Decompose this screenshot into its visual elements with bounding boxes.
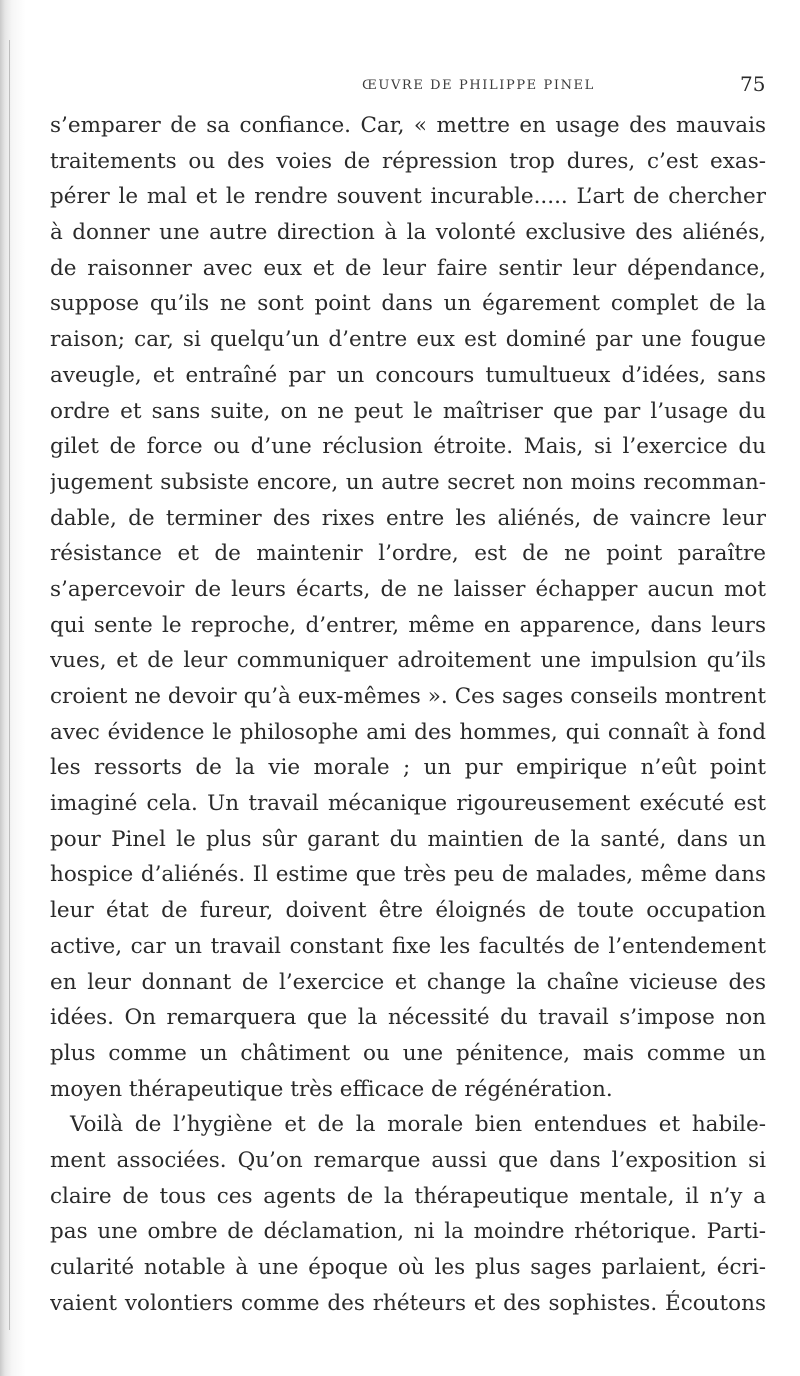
text-line: s’apercevoir de leurs écarts, de ne laisser échapper aucun mot bbox=[50, 576, 766, 602]
text-line: ordre et sans suite, on ne peut le maîtriser que par l’usage du bbox=[50, 398, 766, 424]
text-line: avec évidence le philosophe ami des hommes, qui connaît à fond bbox=[50, 719, 766, 745]
text-line: leur état de fureur, doivent être éloignés de toute occupation bbox=[50, 898, 766, 924]
text-line: pas une ombre de déclamation, ni la moindre rhétorique. Parti- bbox=[50, 1219, 766, 1245]
text-line: idées. On remarquera que la nécessité du travail s’impose non bbox=[50, 1005, 766, 1031]
page-number: 75 bbox=[740, 72, 766, 96]
running-head bbox=[0, 64, 800, 94]
paragraph-end-line: moyen thérapeutique très efficace de régénération. bbox=[50, 1076, 613, 1102]
text-line: hospice d’aliénés. Il estime que très peu de malades, même dans bbox=[50, 862, 766, 888]
text-line: vaient volontiers comme des rhéteurs et des sophistes. Écoutons bbox=[50, 1290, 766, 1316]
text-line: pérer le mal et le rendre souvent incurable..... L’art de chercher bbox=[50, 184, 766, 210]
text-line: en leur donnant de l’exercice et change la chaîne vicieuse des bbox=[50, 969, 766, 995]
text-line: résistance et de maintenir l’ordre, est de ne point paraître bbox=[50, 541, 766, 567]
text-line: ment associées. Qu’on remarque aussi que dans l’exposition si bbox=[50, 1147, 766, 1173]
binding-edge-line bbox=[9, 40, 10, 1330]
text-line: de raisonner avec eux et de leur faire sentir leur dépendance, bbox=[50, 255, 766, 281]
text-line: s’emparer de sa confiance. Car, « mettre en usage des mauvais bbox=[50, 113, 766, 138]
text-line: gilet de force ou d’une réclusion étroite. Mais, si l’exercice du bbox=[50, 434, 766, 460]
text-line: raison; car, si quelqu’un d’entre eux est dominé par une fougue bbox=[50, 327, 766, 353]
text-line: suppose qu’ils ne sont point dans un égarement complet de la bbox=[50, 291, 766, 317]
text-line: claire de tous ces agents de la thérapeutique mentale, il n’y a bbox=[50, 1183, 766, 1209]
text-line: imaginé cela. Un travail mécanique rigoureusement exécuté est bbox=[50, 791, 766, 817]
text-line: active, car un travail constant fixe les facultés de l’entendement bbox=[50, 933, 766, 959]
text-line: dable, de terminer des rixes entre les aliénés, de vaincre leur bbox=[50, 505, 766, 531]
text-line: aveugle, et entraîné par un concours tumultueux d’idées, sans bbox=[50, 362, 766, 388]
text-line: vues, et de leur communiquer adroitement une impulsion qu’ils bbox=[50, 648, 766, 674]
paragraph-start-line: Voilà de l’hygiène et de la morale bien entendues et habile- bbox=[70, 1112, 766, 1138]
body-text bbox=[50, 108, 766, 1321]
text-line: croient ne devoir qu’à eux-mêmes ». Ces sages conseils montrent bbox=[50, 684, 766, 709]
text-line: cularité notable à une époque où les plus sages parlaient, écri- bbox=[50, 1255, 766, 1280]
running-title: ŒUVRE DE PHILIPPE PINEL bbox=[362, 78, 595, 93]
text-line: plus comme un châtiment ou une pénitence, mais comme un bbox=[50, 1040, 766, 1066]
text-line: jugement subsiste encore, un autre secret non moins recomman- bbox=[50, 469, 766, 495]
text-line: les ressorts de la vie morale ; un pur empirique n’eût point bbox=[50, 755, 766, 781]
text-line: traitements ou des voies de répression trop dures, c’est exas- bbox=[50, 148, 766, 174]
text-line: pour Pinel le plus sûr garant du maintien de la santé, dans un bbox=[50, 826, 766, 852]
text-line: qui sente le reproche, d’entrer, même en apparence, dans leurs bbox=[50, 612, 766, 638]
page-gutter-shadow bbox=[0, 0, 26, 1376]
text-line: à donner une autre direction à la volonté exclusive des aliénés, bbox=[50, 220, 766, 246]
